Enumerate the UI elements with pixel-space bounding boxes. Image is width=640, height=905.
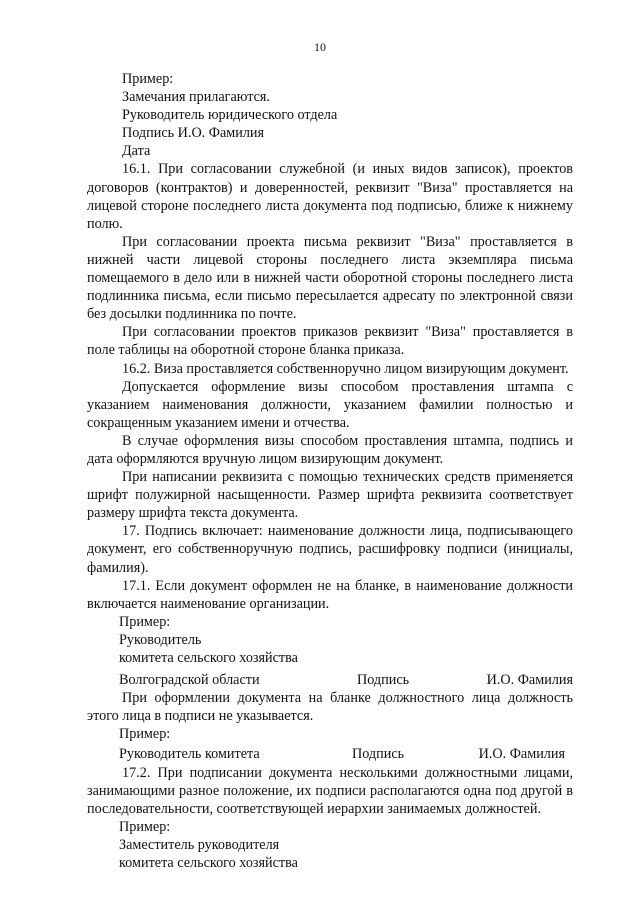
signature-name: И.О. Фамилия xyxy=(478,746,565,763)
signature-row xyxy=(87,745,573,763)
paragraph: 17. Подпись включает: наименование должности лица, подписывающего документ, его собственноручную подпись, расшифровку подписи (инициалы, фамилия). xyxy=(87,523,573,576)
paragraph: 16.1. При согласовании служебной (и иных видов записок), проектов договоров (контрактов) и доверенностей, реквизит "Виза" проставляется на лицевой стороне последнего листа документа под подписью, ближе к нижнему полю. xyxy=(87,161,573,232)
example-block xyxy=(87,725,573,763)
document-body xyxy=(87,70,573,872)
page-number: 10 xyxy=(314,40,326,54)
example-line: Замечания прилагаются. xyxy=(122,89,270,106)
paragraph: 16.2. Виза проставляется собственноручно лицом визирующим документ. xyxy=(122,360,569,377)
example-line: Заместитель руководителя xyxy=(119,836,280,853)
example-block xyxy=(87,70,573,160)
example-label: Пример: xyxy=(119,818,171,835)
signature-position: Волгоградской области xyxy=(119,672,260,689)
example-line: Подпись И.О. Фамилия xyxy=(122,125,265,142)
example-line: комитета сельского хозяйства xyxy=(119,855,298,872)
example-block xyxy=(87,613,573,689)
paragraph: При согласовании проекта письма реквизит "Виза" проставляется в нижней части лицевой стороны последнего листа экземпляра письма помещаемого в дело или в нижней части оборотной стороны последнего листа подлинника письма, если письмо пересылается адресату по электронной связи без досылки подлинника по почте. xyxy=(87,233,573,323)
paragraph: При согласовании проектов приказов реквизит "Виза" проставляется в поле таблицы на оборотной стороне бланка приказа. xyxy=(87,324,573,359)
paragraph: Допускается оформление визы способом проставления штампа с указанием наименования должности, указанием фамилии полностью и сокращенным указанием имени и отчества. xyxy=(87,378,573,431)
signature-position: Руководитель комитета xyxy=(119,746,260,763)
example-line: Руководитель юридического отдела xyxy=(122,107,338,124)
example-label: Пример: xyxy=(119,726,171,743)
example-line: Дата xyxy=(122,143,151,160)
example-line: комитета сельского хозяйства xyxy=(119,650,298,666)
example-line: Руководитель xyxy=(119,631,202,648)
paragraph: При оформлении документа на бланке должностного лица должность этого лица в подписи не указывается. xyxy=(87,690,573,725)
paragraph: 17.1. Если документ оформлен не на бланке, в наименование должности включается наименование организации. xyxy=(87,577,573,612)
signature-label: Подпись xyxy=(352,746,405,763)
paragraph: 17.2. При подписании документа несколькими должностными лицами, занимающими разное положение, их подписи располагаются одна под другой в последовательности, соответствующей иерархии занимаемых должностей. xyxy=(87,764,573,817)
signature-row xyxy=(87,671,573,689)
example-block xyxy=(87,818,573,872)
example-label: Пример: xyxy=(119,613,171,630)
paragraph: При написании реквизита с помощью технических средств применяется шрифт полужирной насыщенности. Размер шрифта реквизита соответствует размеру шрифта текста документа. xyxy=(87,469,573,522)
signature-name: И.О. Фамилия xyxy=(486,672,573,689)
signature-label: Подпись xyxy=(357,672,410,689)
paragraph: В случае оформления визы способом проставления штампа, подпись и дата оформляются вручную лицом визирующим документ. xyxy=(87,432,573,467)
example-label: Пример: xyxy=(122,71,174,87)
